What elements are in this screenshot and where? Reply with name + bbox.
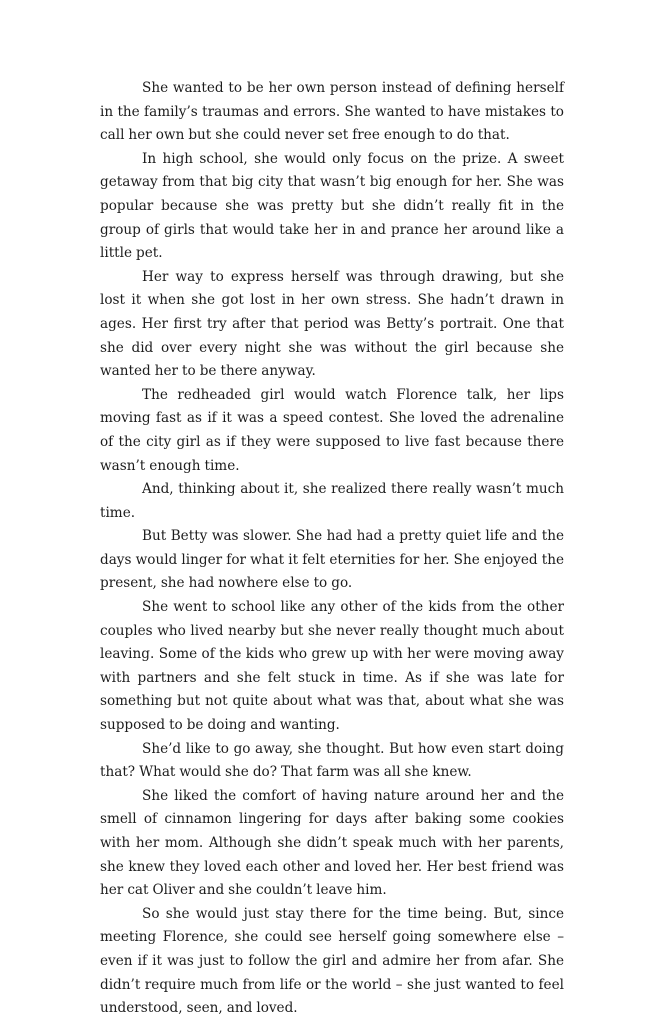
paragraph: She went to school like any other of the kids from the other couples who lived nearby but she never really thought much about leaving. Some of the kids who grew up with her were moving away with partners and she felt stuck in time. As if she was late for something but not quite about what was that, about what she was supposed to be doing and wanting.	[100, 599, 564, 734]
paragraph: She liked the comfort of having nature around her and the smell of cinnamon lingering for days after baking some cookies with her mom. Although she didn’t speak much with her parents, she knew they loved each other and loved her. Her best friend was her cat Oliver and she couldn’t leave him.	[100, 787, 564, 899]
paragraph: She wanted to be her own person instead of defining herself in the family’s traumas and errors. She wanted to have mistakes to call her own but she could never set free enough to do that.	[100, 80, 564, 144]
paragraph: The redheaded girl would watch Florence talk, her lips moving fast as if it was a speed contest. She loved the adrenaline of the city girl as if they were supposed to live fast because there wasn’t enough time.	[100, 386, 564, 474]
paragraph: And, thinking about it, she realized there really wasn’t much time.	[100, 481, 564, 521]
paragraph: Her way to express herself was through drawing, but she lost it when she got lost in her own stress. She hadn’t drawn in ages. Her first try after that period was Betty’s portrait. One that she did over every night she was without the girl because she wanted her to be there anyway.	[100, 268, 564, 380]
paragraph: But Betty was slower. She had had a pretty quiet life and the days would linger for what it felt eternities for her. She enjoyed the present, she had nowhere else to go.	[100, 528, 564, 592]
paragraph: She’d like to go away, she thought. But how even start doing that? What would she do? That farm was all she knew.	[100, 740, 564, 781]
paragraph: So she would just stay there for the time being. But, since meeting Florence, she could see herself going somewhere else – even if it was just to follow the girl and admire her from afar. She didn’t require much from life or the world – she just wanted to feel understood, seen, and loved.	[100, 905, 564, 1017]
body-text	[100, 77, 564, 1021]
paragraph: In high school, she would only focus on the prize. A sweet getaway from that big city that wasn’t big enough for her. She was popular because she was pretty but she didn’t really fit in the group of girls that would take her in and prance her around like a little pet.	[100, 150, 564, 262]
